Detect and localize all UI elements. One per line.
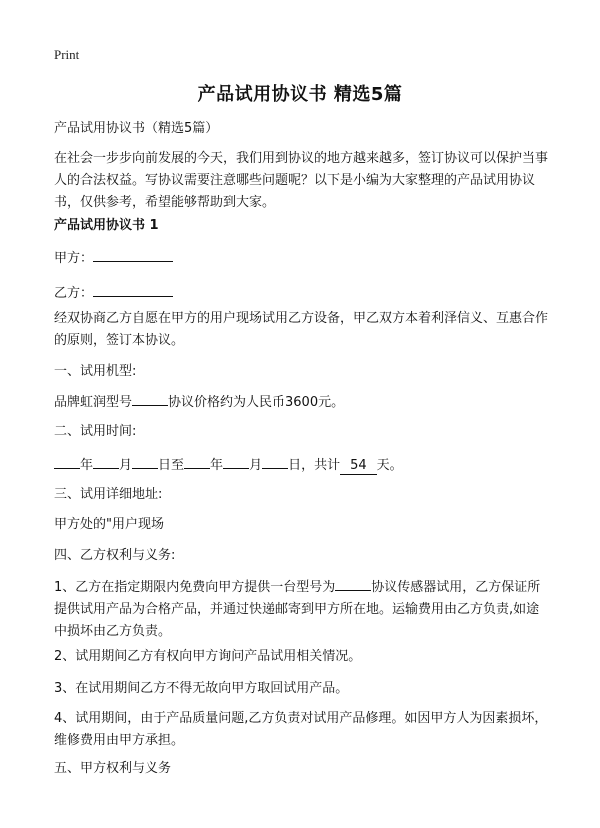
party-b-blank [93, 282, 173, 297]
start-month-blank [93, 454, 119, 469]
item3-heading: 三、试用详细地址: [54, 487, 163, 502]
end-year-blank [184, 454, 210, 469]
start-day-blank [132, 454, 158, 469]
month-label: 月 [119, 458, 133, 473]
item1-heading: 一、试用机型: [54, 364, 137, 379]
intro-paragraph: 在社会一步步向前发展的今天，我们用到协议的地方越来越多，签订协议可以保护当事人的合法权益。写协议需要注意哪些问题呢？以下是小编为大家整理的产品试用协议书，仅供参考，希望能够帮助到大家。 [54, 151, 549, 210]
item1-text-after: 协议价格约为人民币3600元。 [168, 395, 345, 410]
party-b-label: 乙方： [54, 286, 94, 301]
start-year-blank [54, 454, 80, 469]
item4-paragraph-1 [54, 576, 550, 643]
total-label: 日，共计 [288, 458, 341, 473]
item1-model-blank [132, 391, 168, 406]
days-unit-label: 天。 [376, 458, 403, 473]
item4-paragraph-2: 2、试用期间乙方有权向甲方询问产品试用相关情况。 [54, 649, 362, 664]
section-heading: 产品试用协议书 1 [54, 218, 159, 233]
end-day-blank [262, 454, 288, 469]
party-a-blank [93, 247, 173, 262]
party-a-line [54, 247, 173, 270]
item1-text [54, 391, 344, 414]
party-b-line [54, 282, 173, 305]
item1-text-before: 品牌虹润型号 [54, 395, 133, 410]
item4-heading: 四、乙方权利与义务: [54, 548, 176, 563]
year-label: 年 [210, 458, 224, 473]
page-title: 产品试用协议书 精选5篇 [197, 84, 403, 105]
trial-date-line [54, 454, 403, 477]
item3-text: 甲方处的"用户现场 [54, 517, 164, 532]
print-button[interactable]: Print [54, 47, 80, 62]
item2-heading: 二、试用时间: [54, 424, 137, 439]
item4-model-blank [335, 576, 371, 591]
month-label: 月 [249, 458, 263, 473]
item5-heading: 五、甲方权利与义务 [54, 761, 172, 776]
total-days-value: 54 [340, 458, 377, 475]
item4-p1-before: 1、乙方在指定期限内免费向甲方提供一台型号为 [54, 580, 336, 595]
item4-paragraph-3: 3、在试用期间乙方不得无故向甲方取回试用产品。 [54, 681, 349, 696]
end-month-blank [223, 454, 249, 469]
item4-paragraph-4: 4、试用期间，由于产品质量问题,乙方负责对试用产品修理。如因甲方人为因素损坏，维修费用由甲方承担。 [54, 711, 548, 748]
party-a-label: 甲方： [54, 251, 94, 266]
year-label: 年 [80, 458, 94, 473]
preamble-paragraph: 经双协商乙方自愿在甲方的用户现场试用乙方设备，甲乙双方本着利泽信义、互惠合作的原则，签订本协议。 [54, 311, 549, 348]
day-to-label: 日至 [158, 458, 185, 473]
document-subtitle: 产品试用协议书（精选5篇） [54, 121, 219, 136]
item4-p1-after: 协议传感器试用，乙方保证所提供试用产品为合格产品，并通过快递邮寄到甲方所在地。运输费用由乙方负责,如途中损坏由乙方负责。 [54, 580, 541, 639]
